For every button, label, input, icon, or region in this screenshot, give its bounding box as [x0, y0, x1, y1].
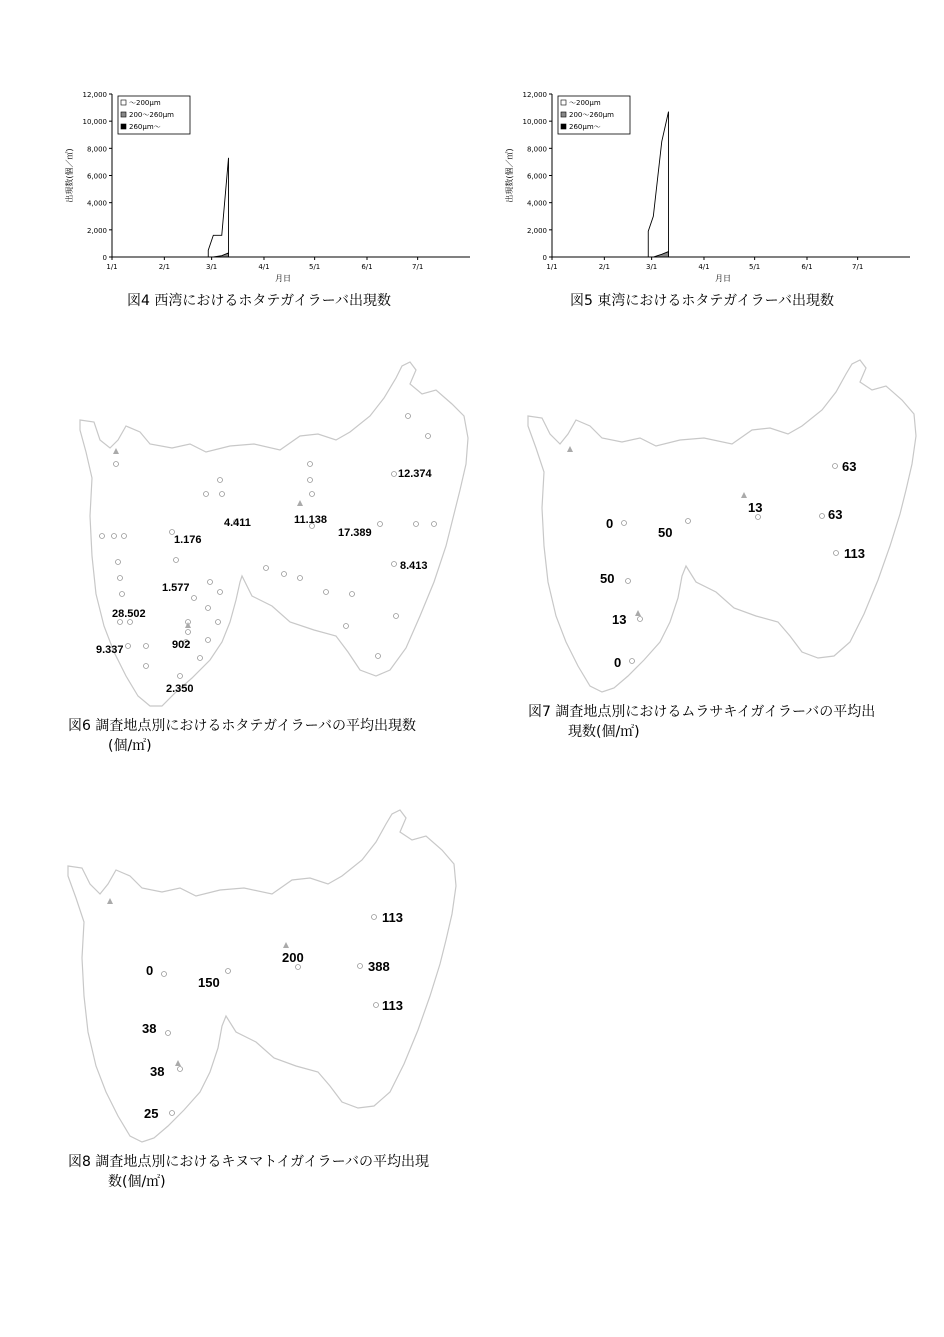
map-label: 13 [612, 612, 627, 627]
map-label: 50 [658, 525, 673, 540]
y-axis-label: 出現数(個／㎥) [505, 148, 514, 203]
x-axis-label: 月日 [275, 274, 291, 283]
caption-fig6-line2: (個/㎡) [108, 738, 152, 754]
legend-swatch [561, 124, 566, 129]
legend-label: 260μm～ [569, 123, 601, 131]
legend-swatch [121, 112, 126, 117]
map-label: 11.138 [294, 514, 328, 526]
y-tick-label: 4,000 [86, 199, 107, 208]
map-label: 25 [144, 1106, 159, 1121]
caption-fig7-line2: 現数(個/㎡) [568, 724, 640, 740]
caption-fig4: 図4 西湾におけるホタテガイラーバ出現数 [127, 293, 391, 309]
x-tick-label: 6/1 [801, 263, 813, 271]
caption-fig5: 図5 東湾におけるホタテガイラーバ出現数 [570, 293, 834, 309]
map-label: 28.502 [112, 608, 146, 620]
map-label: 113 [844, 546, 865, 561]
map-label: 113 [382, 910, 403, 925]
legend-swatch [561, 112, 566, 117]
caption-fig7 [528, 702, 875, 742]
legend-label: 200～260μm [569, 111, 614, 119]
caption-fig7-line1: 図7 調査地点別におけるムラサキイガイラーバの平均出 [528, 704, 876, 720]
map-label: 1.577 [162, 582, 190, 594]
x-tick-label: 4/1 [698, 263, 710, 271]
map-label: 388 [368, 959, 390, 974]
y-tick-label: 6,000 [526, 172, 547, 181]
map-label: 4.411 [224, 517, 251, 529]
y-tick-label: 10,000 [522, 118, 547, 127]
x-tick-label: 5/1 [749, 263, 761, 271]
y-tick-label: 12,000 [82, 91, 107, 99]
y-tick-label: 8,000 [526, 145, 547, 154]
legend-swatch [121, 124, 126, 129]
map-label: 0 [606, 516, 614, 531]
map-fig8 [68, 810, 468, 1150]
x-tick-label: 5/1 [309, 263, 321, 271]
map-fig7 [528, 360, 928, 700]
legend-swatch [561, 100, 566, 105]
y-tick-label: 4,000 [526, 199, 547, 208]
map-label: 0 [614, 655, 622, 670]
map-label: 113 [382, 998, 403, 1013]
x-tick-label: 7/1 [412, 263, 424, 271]
x-tick-label: 3/1 [645, 263, 658, 271]
legend-label: 200～260μm [129, 111, 174, 119]
y-tick-label: 0 [102, 254, 107, 262]
caption-fig8 [68, 1152, 429, 1192]
map-label: 8.413 [400, 560, 428, 572]
station-markers [100, 414, 437, 679]
station-markers [622, 464, 839, 664]
y-tick-label: 8,000 [86, 145, 107, 154]
x-axis-label: 月日 [715, 274, 731, 283]
series-area [208, 158, 228, 257]
x-tick-label: 6/1 [361, 263, 373, 271]
legend-label: ～200μm [129, 99, 161, 107]
map-label: 63 [828, 507, 843, 522]
map-fig6 [80, 360, 480, 710]
y-tick-label: 0 [542, 254, 547, 262]
x-tick-label: 1/1 [546, 263, 558, 271]
chart-fig4 [60, 82, 480, 292]
y-tick-label: 6,000 [86, 172, 107, 181]
caption-fig8-line1: 図8 調査地点別におけるキヌマトイガイラーバの平均出現 [68, 1154, 429, 1170]
map-label: 0 [146, 963, 154, 978]
y-tick-label: 2,000 [526, 226, 547, 235]
legend-label: ～200μm [569, 99, 601, 107]
map-label: 12.374 [398, 468, 432, 480]
series-area [648, 112, 668, 257]
map-label: 1.176 [174, 534, 202, 546]
map-label: 38 [142, 1021, 157, 1036]
legend-label: 260μm～ [129, 123, 161, 131]
map-label: 13 [748, 500, 763, 515]
map-label: 2.350 [166, 683, 194, 695]
coastline [68, 810, 456, 1142]
map-label: 200 [282, 950, 304, 965]
map-label: 50 [600, 571, 615, 586]
coastline [528, 360, 916, 692]
station-markers [162, 915, 379, 1116]
x-tick-label: 3/1 [205, 263, 218, 271]
x-tick-label: 2/1 [598, 263, 610, 271]
map-label: 63 [842, 459, 857, 474]
x-tick-label: 1/1 [106, 263, 118, 271]
map-label: 38 [150, 1064, 165, 1079]
x-tick-label: 7/1 [852, 263, 864, 271]
caption-fig6 [68, 716, 416, 756]
x-tick-label: 4/1 [258, 263, 270, 271]
map-label: 17.389 [338, 527, 372, 539]
y-tick-label: 10,000 [82, 118, 107, 127]
legend-swatch [121, 100, 126, 105]
y-axis-label: 出現数(個／㎥) [65, 148, 74, 203]
x-tick-label: 2/1 [158, 263, 170, 271]
map-label: 9.337 [96, 644, 124, 656]
y-tick-label: 2,000 [86, 226, 107, 235]
map-label: 150 [198, 975, 220, 990]
y-tick-label: 12,000 [522, 91, 547, 99]
caption-fig8-line2: 数(個/㎡) [108, 1174, 166, 1190]
caption-fig6-line1: 図6 調査地点別におけるホタテガイラーバの平均出現数 [68, 718, 416, 734]
chart-fig5 [500, 82, 920, 292]
map-label: 902 [172, 639, 191, 651]
coastline [80, 362, 468, 706]
